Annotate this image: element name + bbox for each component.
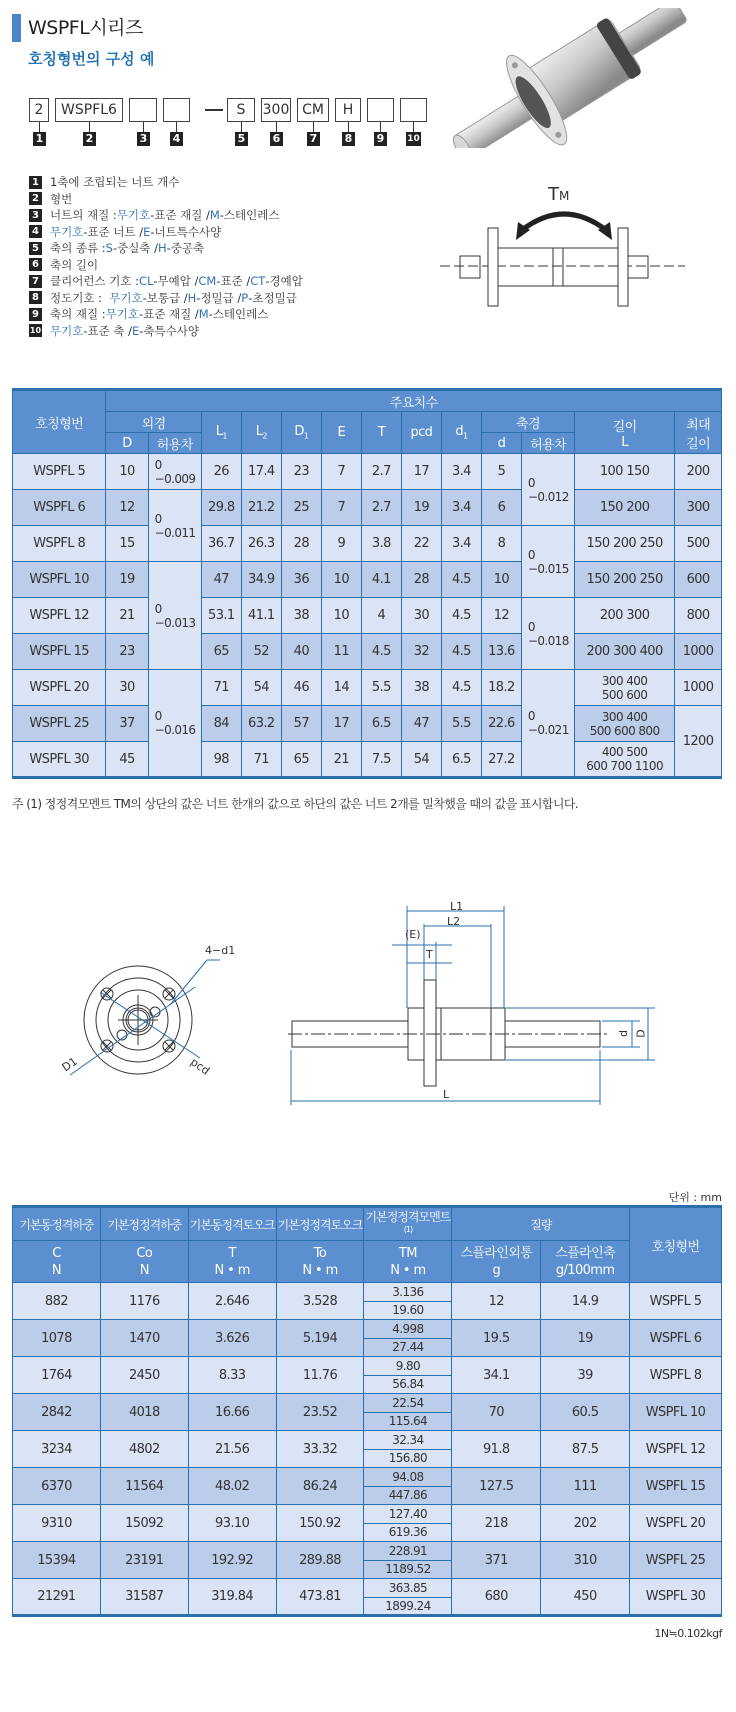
header-TM-top: 기본정정격모멘트$^{(1)}$ <box>364 1207 452 1241</box>
code-num-7: 7 <box>307 132 320 146</box>
header-main-dims: 주요치수 <box>106 390 722 412</box>
pcd-label: pcd <box>188 1055 212 1078</box>
header-model: 호칭형번 <box>630 1207 722 1283</box>
title-accent-bar <box>12 14 21 42</box>
legend-item: 6 축의 길이 <box>29 257 303 274</box>
code-num-1: 1 <box>33 132 46 146</box>
header-max-length: 최대 길이 <box>675 412 722 454</box>
code-legend <box>29 174 303 339</box>
legend-item: 2 형번 <box>29 191 303 208</box>
header-D: D <box>106 433 148 454</box>
table-row: 15394 23191 192.92 289.88 228.91 371 310 WSPFL 25 <box>13 1542 722 1561</box>
header-tolerance: 허용차 <box>148 433 201 454</box>
code-box-2: WSPFL6 <box>55 98 123 122</box>
table-row: WSPFL 12 21 53.1 41.1 38 10 4 30 4.5 12 0 −0.018 200 300 800 <box>13 598 722 634</box>
T-label: T <box>426 948 433 961</box>
ratings-table: 기본동정격하중 기본정정격하중 기본동정격토오크 기본정정격토오크 기본정정격모멘트$^{(1)}$ 질량 호칭형번 C N Co N T N • m To N • m TM N • m 스플라인외통 g 스플라인축 g/100mm 882 1176 2.646 3.528 3.136 12 14.9 WSPFL 5 19.60 1078 1470 3.626 5.194 4.998 19.5 19 WSPFL 6 27.44 1764 2450 8.33 11.76 9.80 34.1 39 WSPFL 8 56.84 2842 4018 16.66 23.52 22.54 70 60.5 WSPFL 10 115.64 3234 4802 21.56 33.32 32.34 91.8 87.5 WSPFL 12 156.80 6370 11564 48.02 86.24 94.08 127.5 111 WSPFL 15 447.86 9310 15092 93.10 150.92 127.40 218 202 WSPFL 20 619.36 15394 23191 192.92 289.88 228.91 371 310 WSPFL 25 1189.52 21291 31587 319.84 473.81 363.85 680 450 WSPFL 30 1899.24 <box>12 1205 722 1617</box>
header-outer-dia: 외경 <box>106 412 201 433</box>
header-T-top: 기본동정격토오크 <box>188 1207 276 1241</box>
header-D1: $D_1$ <box>281 412 321 454</box>
code-dash <box>205 109 223 111</box>
d-label: d <box>616 1030 630 1037</box>
main-dimensions-table <box>12 388 722 779</box>
header-length: 길이 L <box>575 412 675 454</box>
page-title: WSPFL시리즈 <box>28 17 143 39</box>
D-label: D <box>634 1029 648 1038</box>
table-row: WSPFL 6 12 0 −0.011 29.8 21.2 25 7 2.7 19 3.4 6 150 200 300 <box>13 490 722 526</box>
code-num-3: 3 <box>137 132 150 146</box>
table-note: 주 (1) 정정격모멘트 TM의 상단의 값은 너트 한개의 값으로 하단의 값은 너트 2개를 밀착했을 때의 값을 표시합니다. <box>12 797 579 811</box>
code-box-3 <box>129 98 157 122</box>
holes-label: 4−d1 <box>205 944 236 957</box>
table-row: 21291 31587 319.84 473.81 363.85 680 450 WSPFL 30 <box>13 1579 722 1598</box>
moment-diagram <box>420 200 736 330</box>
header-Co-top: 기본정정격하중 <box>100 1207 188 1241</box>
unit-label: 단위 : mm <box>668 1191 722 1204</box>
legend-item: 3 너트의 재질 : 무기호 -표준 재질 / M -스테인레스 <box>29 207 303 224</box>
code-num-10: 10 <box>407 134 420 144</box>
table-row: WSPFL 15 23 65 52 40 11 4.5 32 4.5 13.6 200 300 400 1000 <box>13 634 722 670</box>
table-row: WSPFL 8 15 36.7 26.3 28 9 3.8 22 3.4 8 0 −0.015 150 200 250 500 <box>13 526 722 562</box>
L-label: L <box>443 1088 450 1101</box>
L1-label: L1 <box>450 900 464 913</box>
table-row: WSPFL 30 45 98 71 65 21 7.5 54 6.5 27.2 400 500 600 700 1100 <box>13 742 722 778</box>
table-row: 6370 11564 48.02 86.24 94.08 127.5 111 WSPFL 15 <box>13 1468 722 1487</box>
code-box-5: S <box>227 98 255 122</box>
table-row: 9310 15092 93.10 150.92 127.40 218 202 WSPFL 20 <box>13 1505 722 1524</box>
header-L1: $L_1$ <box>201 412 241 454</box>
code-num-9: 9 <box>374 132 387 146</box>
header-C-top: 기본동정격하중 <box>13 1207 101 1241</box>
table-row: 1078 1470 3.626 5.194 4.998 19.5 19 WSPFL 6 <box>13 1320 722 1339</box>
legend-item: 8 정도기호 : 무기호 -보통급 / H -정밀급 / P -초정밀급 <box>29 290 303 307</box>
code-box-4 <box>163 98 190 122</box>
header-To-top: 기본정정격토오크 <box>276 1207 364 1241</box>
header-mass: 질량 <box>452 1207 630 1241</box>
code-box-1: 2 <box>29 98 49 122</box>
code-num-2: 2 <box>83 132 96 146</box>
table-row: WSPFL 5 10 0 −0.009 26 17.4 23 7 2.7 17 3.4 5 0 −0.012 100 150 200 <box>13 454 722 490</box>
code-num-4: 4 <box>170 132 183 146</box>
code-num-6: 6 <box>270 132 283 146</box>
code-box-6: 300 <box>261 98 291 122</box>
legend-item: 1 1축에 조립되는 너트 개수 <box>29 174 303 191</box>
table-row: WSPFL 10 19 0 −0.013 47 34.9 36 10 4.1 28 4.5 10 150 200 250 600 <box>13 562 722 598</box>
table-row: 1764 2450 8.33 11.76 9.80 34.1 39 WSPFL 8 <box>13 1357 722 1376</box>
moment-label: TM <box>548 184 570 205</box>
header-shaft-dia: 축경 <box>481 412 574 433</box>
code-box-7: CM <box>297 98 329 122</box>
section-subtitle: 호칭형번의 구성 예 <box>28 50 155 68</box>
E-label: (E) <box>405 928 421 941</box>
code-box-10 <box>400 98 427 122</box>
code-box-8: H <box>335 98 361 122</box>
header-shaft-tolerance: 허용차 <box>521 433 574 454</box>
code-num-5: 5 <box>235 132 248 146</box>
table-row: WSPFL 20 30 0 −0.016 71 54 46 14 5.5 38 4.5 18.2 0 −0.021 300 400 500 600 1000 <box>13 670 722 706</box>
header-pcd: pcd <box>401 412 441 454</box>
side-view-diagram <box>270 900 670 1120</box>
code-num-8: 8 <box>342 132 355 146</box>
legend-item: 5 축의 종류 : S -중실축 / H -중공축 <box>29 240 303 257</box>
L2-label: L2 <box>447 915 461 928</box>
header-d: d <box>481 433 521 454</box>
code-box-9 <box>367 98 394 122</box>
legend-item: 9 축의 재질 : 무기호 -표준 재질 / M -스테인레스 <box>29 306 303 323</box>
table-row: 3234 4802 21.56 33.32 32.34 91.8 87.5 WSPFL 12 <box>13 1431 722 1450</box>
header-T: T <box>361 412 401 454</box>
D1-label: D1 <box>59 1054 80 1075</box>
header-model: 호칭형번 <box>13 390 106 454</box>
spline-nut-product-image <box>450 8 690 148</box>
header-L2: $L_2$ <box>241 412 281 454</box>
table-row: WSPFL 25 37 84 63.2 57 17 6.5 47 5.5 22.6 300 400 500 600 800 1200 <box>13 706 722 742</box>
table-row: 882 1176 2.646 3.528 3.136 12 14.9 WSPFL 5 <box>13 1283 722 1302</box>
table-row: 2842 4018 16.66 23.52 22.54 70 60.5 WSPFL 10 <box>13 1394 722 1413</box>
legend-item: 7 클리어런스 기호 : CL -무예압 / CM -표준 / CT -경예압 <box>29 273 303 290</box>
legend-item: 10 무기호 -표준 축 / E -축특수사양 <box>29 323 199 338</box>
legend-item: 4 무기호 -표준 너트 / E -너트특수사양 <box>29 224 303 241</box>
unit-conversion-footnote: 1N≒0.102kgf <box>654 1627 722 1640</box>
header-d1: $d_1$ <box>441 412 481 454</box>
header-E: E <box>321 412 361 454</box>
